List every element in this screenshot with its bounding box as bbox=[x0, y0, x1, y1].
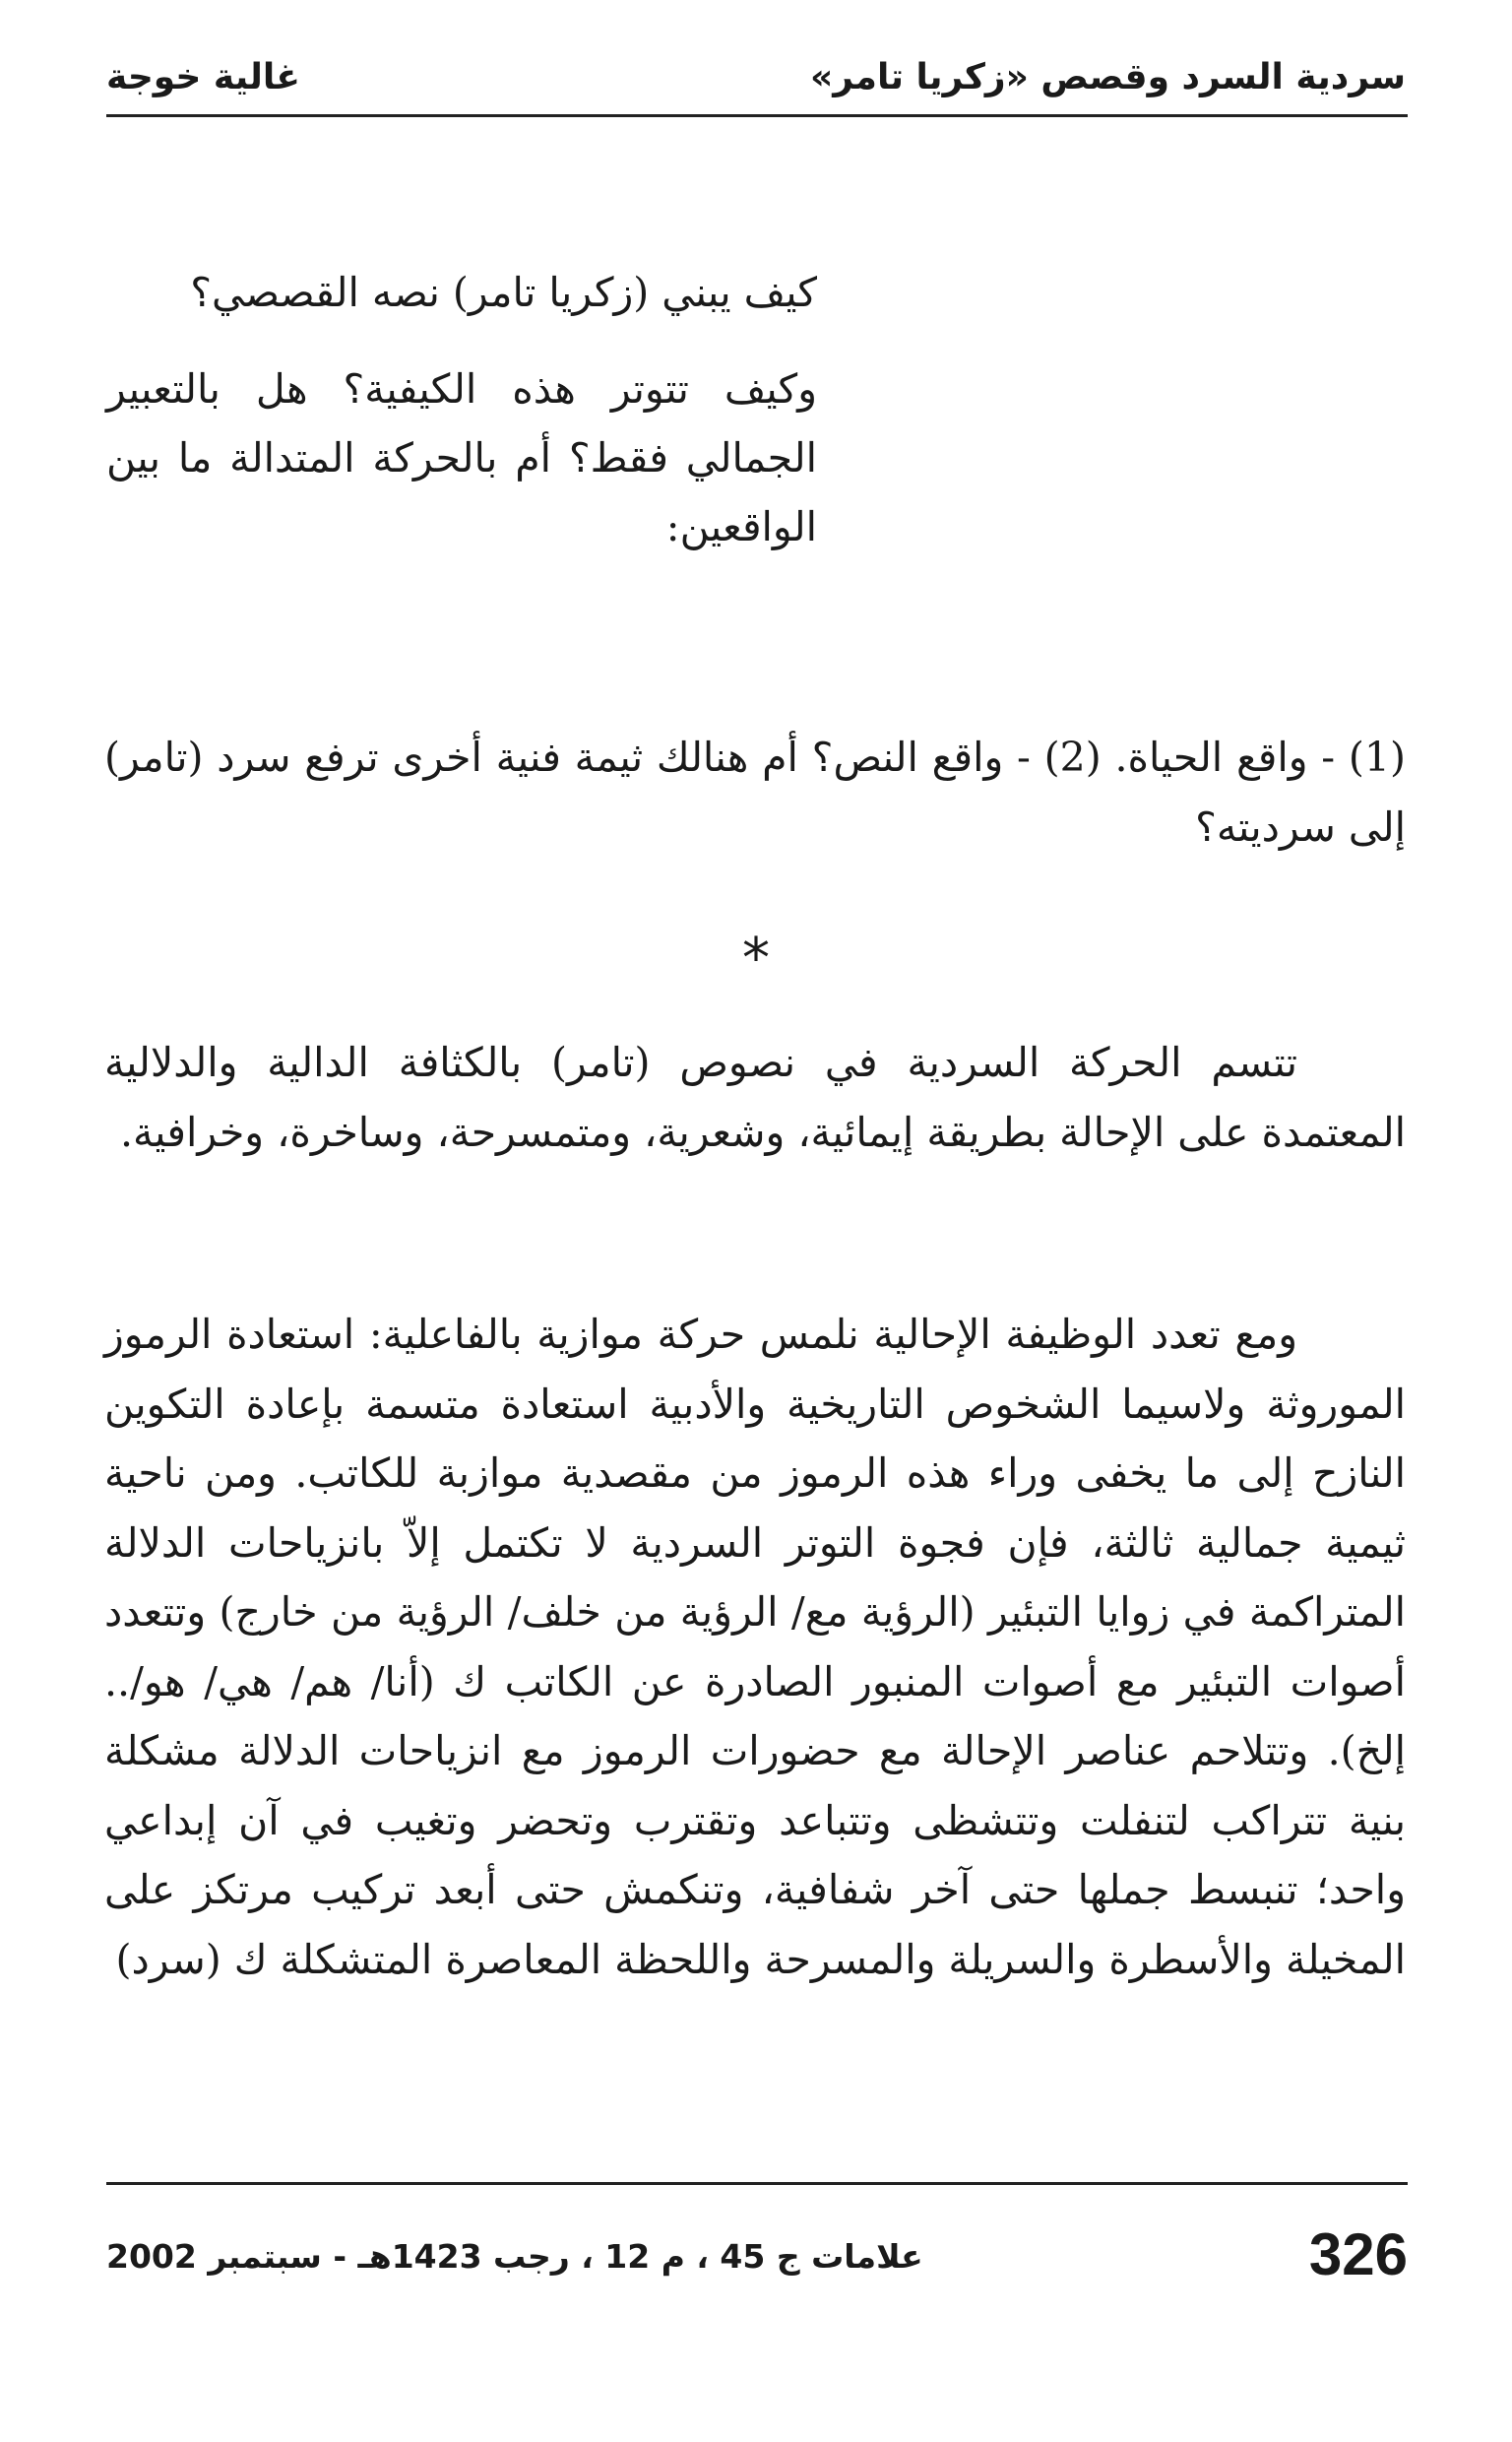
journal-info: علامات ج 45 ، م 12 ، رجب 1423هـ - سبتمبر 2002 bbox=[106, 2237, 923, 2276]
running-header bbox=[106, 43, 1406, 112]
page-number: 326 bbox=[1308, 2221, 1408, 2287]
header-rule bbox=[106, 114, 1408, 117]
article-title: سردية السرد وقصص «زكريا تامر» bbox=[810, 57, 1406, 97]
author-name: غالية خوجة bbox=[106, 57, 300, 97]
footer-rule bbox=[106, 2182, 1408, 2185]
paragraph-2 bbox=[104, 1300, 1406, 1994]
section-separator: * bbox=[742, 927, 770, 991]
paragraph-1 bbox=[104, 1028, 1406, 1167]
epigraph-line-1: كيف يبني (زكريا تامر) نصه القصصي؟ bbox=[190, 269, 817, 316]
epigraph-block bbox=[106, 258, 817, 589]
question-text: (1) - واقع الحياة. (2) - واقع النص؟ أم هنالك ثيمة فنية أخرى ترفع سرد (تامر) إلى سرديته؟ bbox=[104, 734, 1406, 851]
question-paragraph bbox=[104, 723, 1406, 862]
page-footer bbox=[106, 2217, 1408, 2296]
paragraph-2-text: ومع تعدد الوظيفة الإحالية نلمس حركة موازية بالفاعلية: استعادة الرموز الموروثة ولاسيما الشخوص التاريخية والأدبية استعادة متسمة بإعادة التكوين النازح إلى ما يخفى وراء هذه الرموز من مقصدية موازبة للكاتب. ومن ناحية ثيمية جمالية ثالثة، فإن فجوة التوتر السردية لا تكتمل إلاّ بانزياحات الدلالة المتراكمة في زوايا التبئير (الرؤية مع/ الرؤية من خلف/ الرؤية من خارج) وتتعدد أصوات التبئير مع أصوات المنبور الصادرة عن الكاتب ك (أنا/ هم/ هي/ هو/.. إلخ). وتتلاحم عناصر الإحالة مع حضورات الرموز مع انزياحات الدلالة مشكلة بنية تتراكب لتنفلت وتتشظى وتتباعد وتقترب وتحضر وتغيب في آن إبداعي واحد؛ تنبسط جملها حتى آخر شفافية، وتنكمش حتى أبعد تركيب مرتكز على المخيلة والأسطرة والسريلة والمسرحة واللحظة المعاصرة المتشكلة ك (سرد) bbox=[104, 1311, 1406, 1983]
epigraph-line-2: وكيف تتوتر هذه الكيفية؟ هل بالتعبير الجمالي فقط؟ أم بالحركة المتدالة ما بين الواقعين: bbox=[106, 365, 817, 550]
paragraph-1-text: تتسم الحركة السردية في نصوص (تامر) بالكثافة الدالية والدلالية المعتمدة على الإحالة بطريقة إيمائية، وشعرية، ومتمسرحة، وساخرة، وخرافية. bbox=[104, 1039, 1406, 1156]
